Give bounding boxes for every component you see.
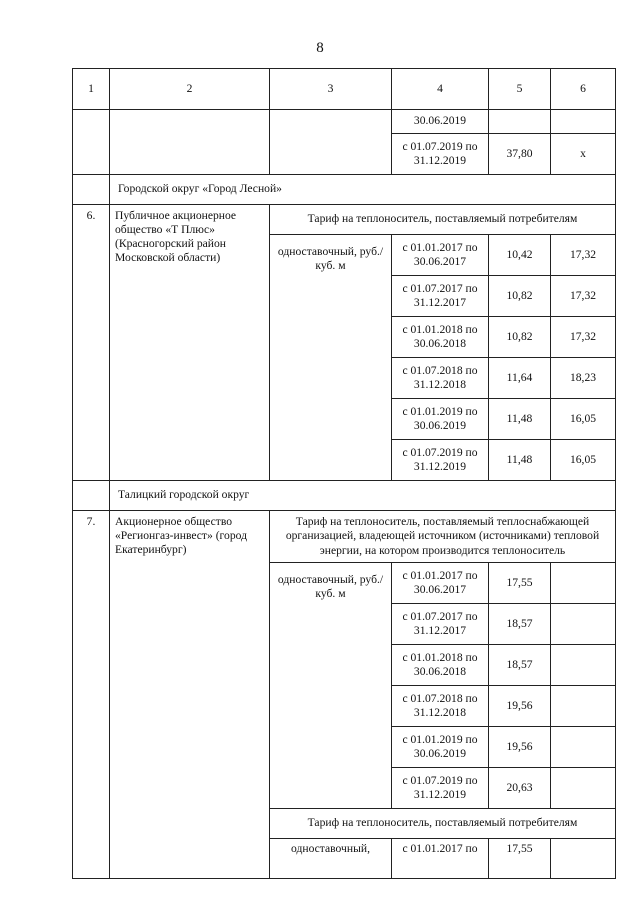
period-cell: с 01.07.2019 по 31.12.2019	[392, 440, 489, 481]
value-cell: 37,80	[489, 134, 551, 175]
value-cell: 17,55	[489, 839, 551, 879]
value2-cell: х	[551, 134, 616, 175]
header-col-6: 6	[551, 69, 616, 110]
value2-cell	[551, 727, 616, 768]
num-cell	[73, 110, 110, 175]
tariff-category: Тариф на теплоноситель, поставляемый потребителям	[270, 809, 616, 839]
entry-number: 6.	[73, 205, 110, 481]
period-cell: с 01.07.2018 по 31.12.2018	[392, 686, 489, 727]
table-row	[73, 110, 616, 134]
value2-cell	[551, 563, 616, 604]
period-cell: с 01.01.2018 по 30.06.2018	[392, 645, 489, 686]
tariff-type: одноставочный, руб./куб. м	[270, 563, 392, 809]
period-cell: с 01.01.2017 по	[392, 839, 489, 879]
value2-cell	[551, 839, 616, 879]
period-cell: с 01.01.2018 по 30.06.2018	[392, 317, 489, 358]
value-cell: 11,64	[489, 358, 551, 399]
value-cell: 17,55	[489, 563, 551, 604]
section-row	[73, 481, 616, 511]
section-title: Талицкий городской округ	[110, 481, 616, 511]
value-cell	[489, 110, 551, 134]
value2-cell	[551, 110, 616, 134]
header-col-5: 5	[489, 69, 551, 110]
org-cell	[110, 110, 270, 175]
value2-cell	[551, 645, 616, 686]
tariff-category: Тариф на теплоноситель, поставляемый теплоснабжающей организацией, владеющей источником (источниками) тепловой энергии, на котором производится теплоноситель	[270, 511, 616, 563]
num-cell	[73, 481, 110, 511]
value2-cell	[551, 604, 616, 645]
section-row	[73, 175, 616, 205]
header-col-2: 2	[110, 69, 270, 110]
period-cell: с 01.07.2019 по 31.12.2019	[392, 768, 489, 809]
section-title: Городской округ «Город Лесной»	[110, 175, 616, 205]
value-cell: 19,56	[489, 727, 551, 768]
value-cell: 10,82	[489, 317, 551, 358]
value2-cell: 17,32	[551, 276, 616, 317]
value2-cell: 17,32	[551, 235, 616, 276]
header-row	[73, 69, 616, 110]
value2-cell: 16,05	[551, 440, 616, 481]
value-cell: 10,82	[489, 276, 551, 317]
num-cell	[73, 175, 110, 205]
tariff-type: одноставочный, руб./куб. м	[270, 235, 392, 481]
period-cell: с 01.07.2018 по 31.12.2018	[392, 358, 489, 399]
value-cell: 20,63	[489, 768, 551, 809]
period-cell: с 01.01.2019 по 30.06.2019	[392, 399, 489, 440]
value-cell: 19,56	[489, 686, 551, 727]
value-cell: 11,48	[489, 399, 551, 440]
period-cell: с 01.01.2017 по 30.06.2017	[392, 563, 489, 604]
table-row	[73, 205, 616, 235]
entry-number: 7.	[73, 511, 110, 879]
value2-cell: 18,23	[551, 358, 616, 399]
period-cell: с 01.07.2017 по 31.12.2017	[392, 604, 489, 645]
period-cell: с 01.01.2017 по 30.06.2017	[392, 235, 489, 276]
value2-cell	[551, 768, 616, 809]
period-cell: с 01.01.2019 по 30.06.2019	[392, 727, 489, 768]
period-cell: 30.06.2019	[392, 110, 489, 134]
value-cell: 11,48	[489, 440, 551, 481]
header-col-1: 1	[73, 69, 110, 110]
value-cell: 18,57	[489, 604, 551, 645]
period-cell: с 01.07.2017 по 31.12.2017	[392, 276, 489, 317]
organization-name: Акционерное общество «Регионгаз-инвест» (город Екатеринбург)	[110, 511, 270, 879]
value-cell: 10,42	[489, 235, 551, 276]
table-row	[73, 511, 616, 563]
tariff-cell	[270, 110, 392, 175]
header-col-4: 4	[392, 69, 489, 110]
value-cell: 18,57	[489, 645, 551, 686]
value2-cell: 16,05	[551, 399, 616, 440]
value2-cell: 17,32	[551, 317, 616, 358]
header-col-3: 3	[270, 69, 392, 110]
period-cell: с 01.07.2019 по 31.12.2019	[392, 134, 489, 175]
tariff-category: Тариф на теплоноситель, поставляемый потребителям	[270, 205, 616, 235]
value2-cell	[551, 686, 616, 727]
tariff-table	[72, 68, 616, 879]
organization-name: Публичное акционерное общество «Т Плюс» (Красногорский район Московской области)	[110, 205, 270, 481]
page-number: 8	[316, 40, 324, 56]
tariff-type: одноставочный,	[270, 839, 392, 879]
